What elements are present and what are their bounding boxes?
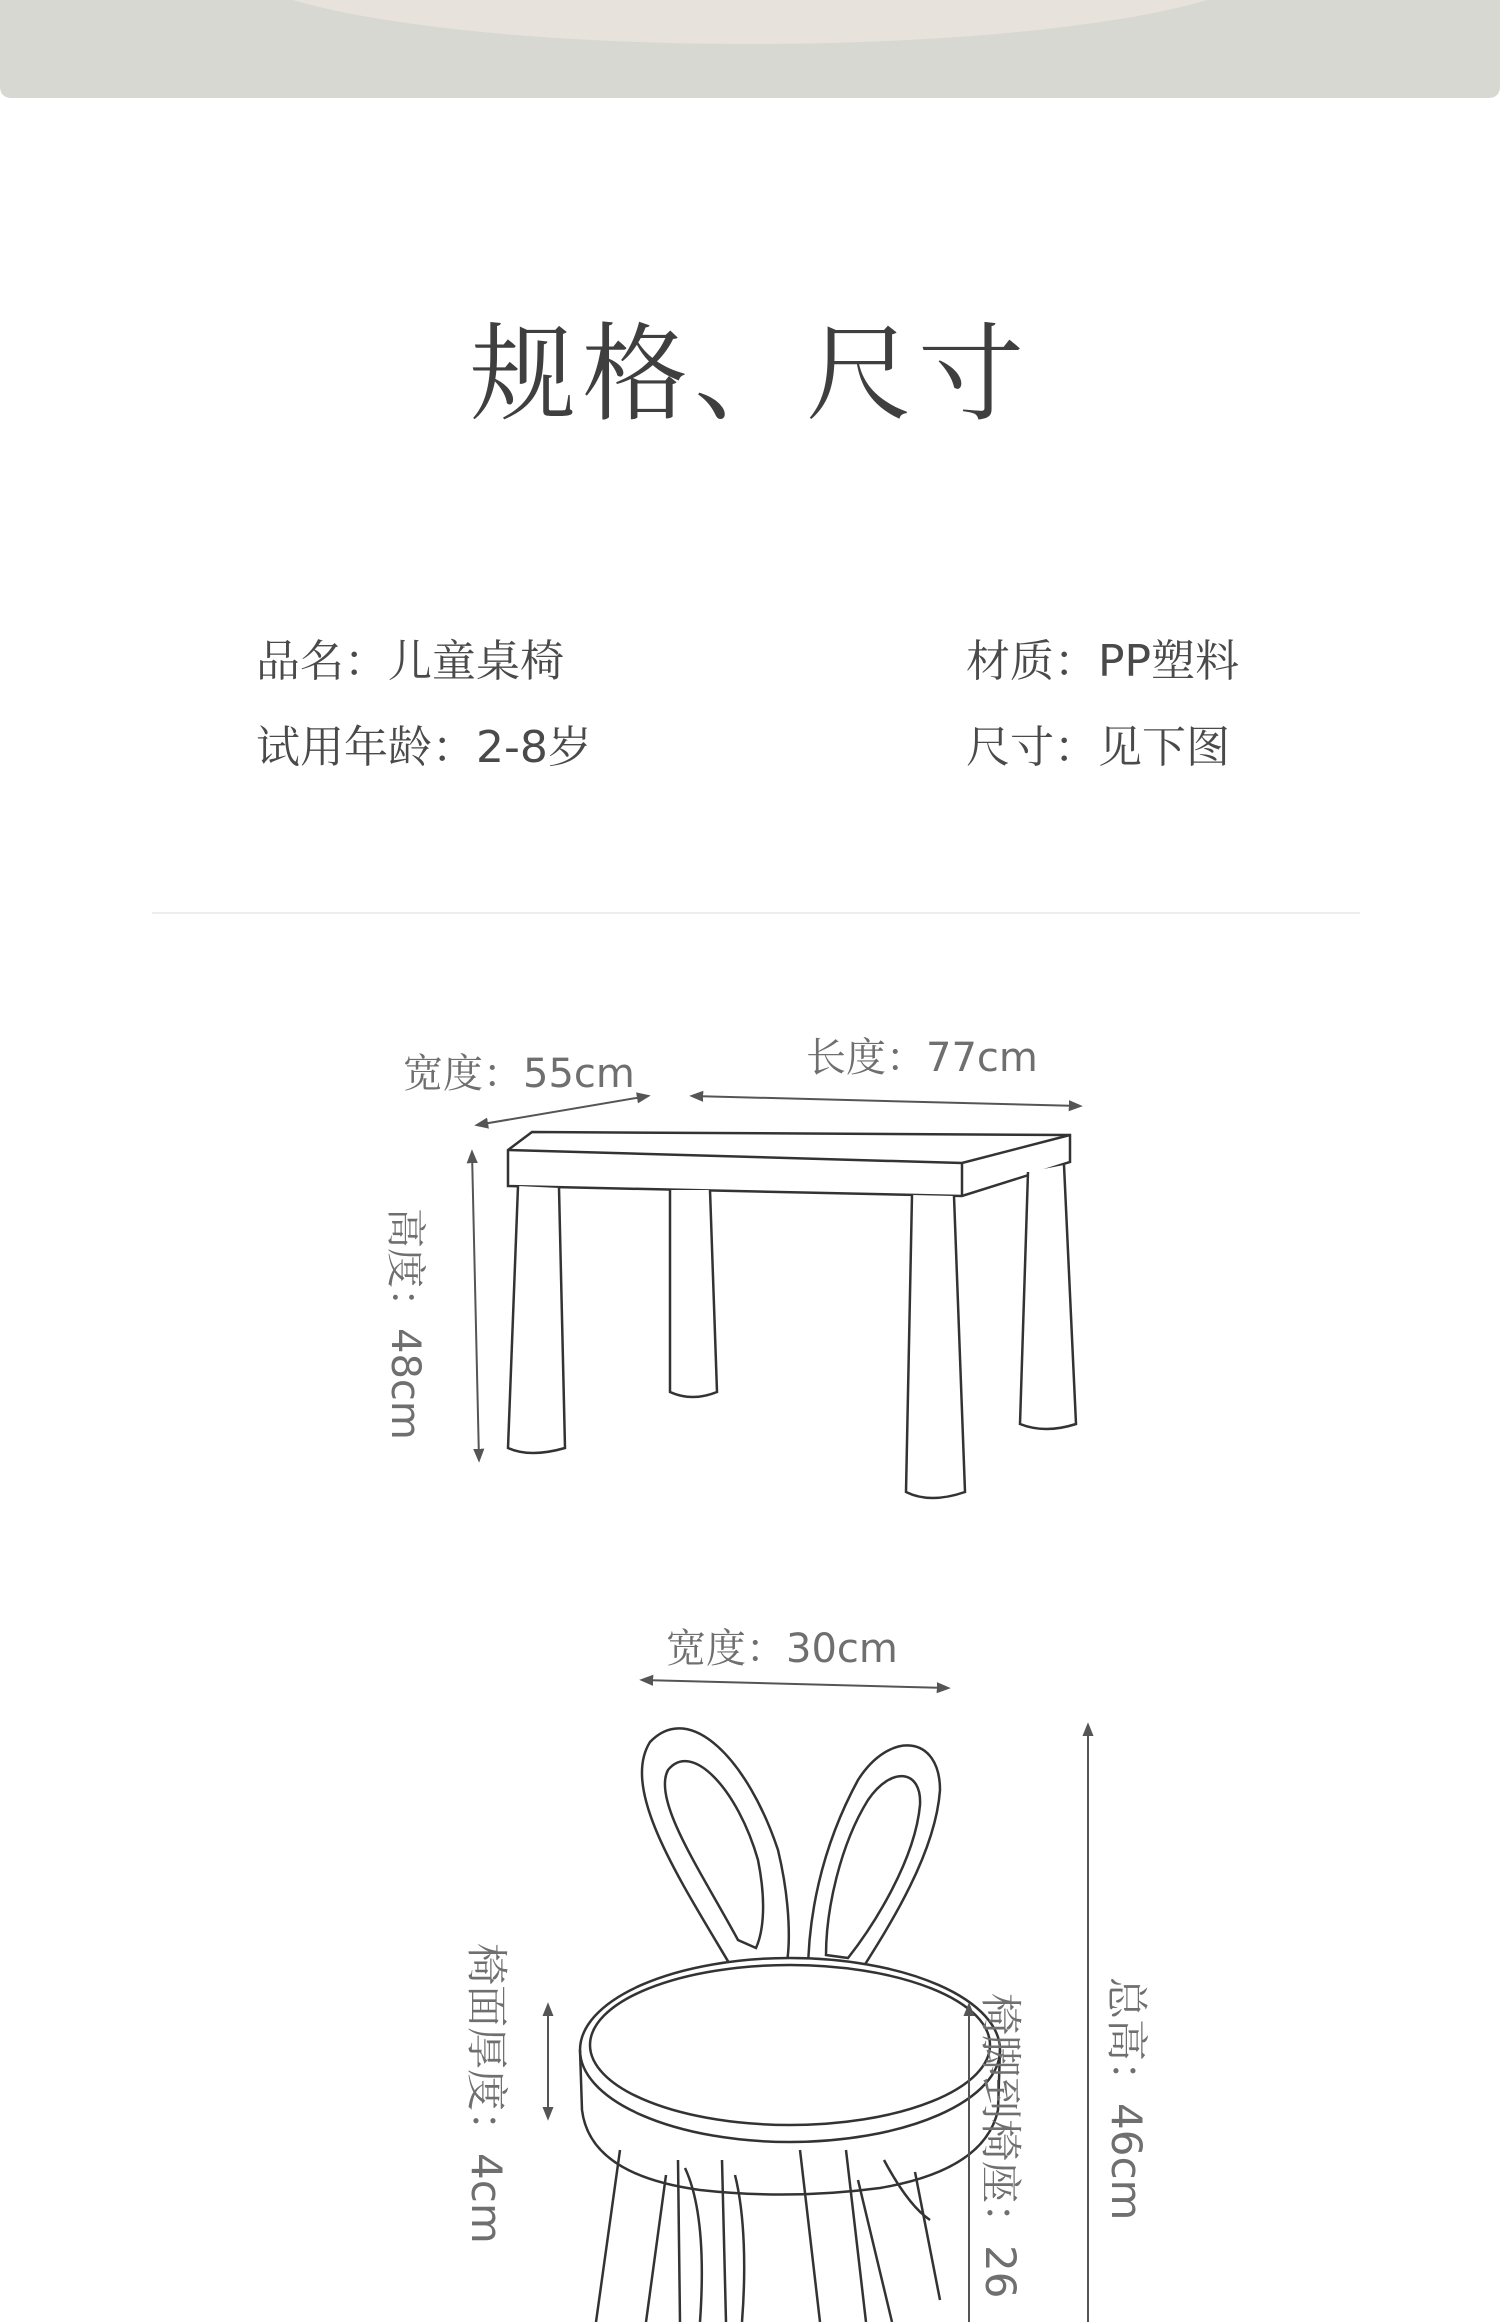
table-width-label: 宽度：55cm — [403, 1051, 635, 1097]
page-title: 规格、尺寸 — [470, 313, 1030, 436]
chair-leg-to-seat-label: 椅脚到椅座：26 — [976, 1993, 1025, 2299]
table-length-label: 长度：77cm — [806, 1035, 1038, 1081]
spec-age: 试用年龄：2-8岁 — [256, 722, 592, 773]
spec-size: 尺寸：见下图 — [966, 722, 1230, 773]
table-height-label: 高度：48cm — [382, 1208, 428, 1440]
table-illustration — [508, 1132, 1076, 1498]
chair-total-height-label: 总高：46cm — [1102, 1977, 1151, 2221]
chair-illustration — [580, 1728, 1000, 2322]
chair-seat-thickness-label: 椅面厚度：4cm — [462, 1943, 511, 2244]
spec-name: 品名：儿童桌椅 — [256, 636, 564, 687]
spec-material: 材质：PP塑料 — [966, 636, 1240, 687]
chair-width-label: 宽度：30cm — [666, 1626, 898, 1672]
